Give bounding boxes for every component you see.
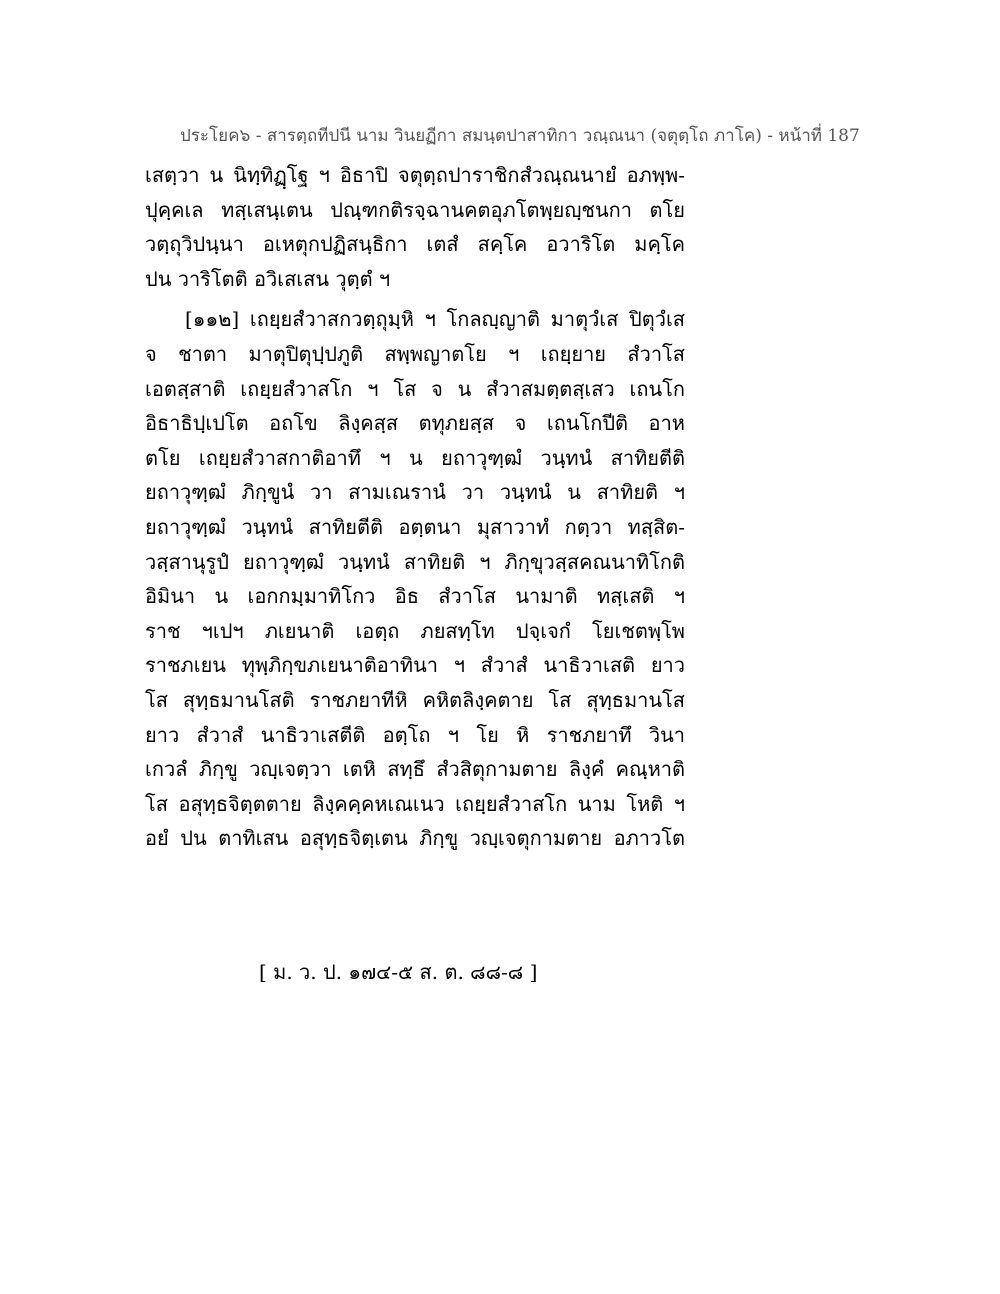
text-line: ยถาวุฑฺฒํ วนฺทนํ สาทิยตีติ อตฺตนา มุสาวาทํ กตฺวา ทสฺสิต- <box>145 514 685 539</box>
text-line: โส สุทฺธมานโสติ ราชภยาทีหิ คหิตลิงฺคตาย โส สุทฺธมานโส <box>145 687 685 712</box>
text-line: เสตฺวา น นิทฺทิฏฺโฐ ฯ อิธาปิ จตุตฺถปาราชิกสํวณฺณนายํ อภพฺพ- <box>145 163 685 187</box>
body-text <box>145 158 685 856</box>
reference-citation: [ ม. ว. ป. ๑๗๔-๕ ส. ต. ๘๘-๘ ] <box>259 960 538 984</box>
text-line: [๑๑๒] เถยฺยสํวาสกวตฺถุมฺหิ ฯ โกลญฺญาติ มาตุวํเส ปิตุวํเส <box>185 307 685 332</box>
text-line: วตฺถุวิปนฺนา อเหตุกปฏิสนฺธิกา เตสํ สคฺโค อวาริโต มคฺโค <box>145 232 685 257</box>
text-line: ยถาวุฑฺฒํ ภิกฺขูนํ วา สามเณรานํ วา วนฺทนํ น สาทิยติ ฯ <box>145 480 685 505</box>
text-line: เอตสฺสาติ เถยฺยสํวาสโก ฯ โส จ น สํวาสมตฺตสฺเสว เถนโก <box>145 376 685 401</box>
text-line: ราชภเยน ทุพฺภิกฺขภเยนาติอาทินา ฯ สํวาสํ นาธิวาเสติ ยาว <box>145 653 685 678</box>
paragraph-1 <box>145 158 685 296</box>
text-line: เกวลํ ภิกฺขู วญฺเจตฺวา เตหิ สทฺธึ สํวสิตุกามตาย ลิงฺคํ คณฺหาติ <box>145 757 685 782</box>
text-line: อิมินา น เอกกมฺมาทิโกว อิธ สํวาโส นามาติ ทสฺเสติ ฯ <box>145 584 685 609</box>
text-line: ยาว สํวาสํ นาธิวาเสตีติ อตฺโถ ฯ โย หิ ราชภยาทึ วินา <box>145 722 685 747</box>
text-line: ราช ฯเปฯ ภเยนาติ เอตฺถ ภยสทฺโท ปจฺเจกํ โยเชตพฺโพ <box>145 618 685 643</box>
paragraph-2 <box>145 302 685 856</box>
text-line: อยํ ปน ตาทิเสน อสุทฺธจิตฺเตน ภิกฺขู วญฺเจตุกามตาย อภาวโต <box>145 826 685 851</box>
text-line: วสฺสานุรูปํ ยถาวุฑฺฒํ วนฺทนํ สาทิยติ ฯ ภิกฺขุวสฺสคณนาทิโกติ <box>145 549 685 574</box>
text-line: ปน วาริโตติ อวิเสเสน วุตฺตํ ฯ <box>145 266 391 291</box>
page-header: ประโยค๖ - สารตฺถทีปนี นาม วินยฏีกา สมนฺตปาสาทิกา วณฺณนา (จตุตฺโถ ภาโค) - หน้าที่ 187 <box>180 126 860 146</box>
text-line: โส อสุทฺธจิตฺตตาย ลิงฺคคฺคหเณเนว เถยฺยสํวาสโก นาม โหติ ฯ <box>145 791 685 816</box>
text-line: อิธาธิปฺเปโต อถโข ลิงฺคสฺส ตทุภยสฺส จ เถนโกปีติ อาห <box>145 411 685 436</box>
text-line: ตโย เถยฺยสํวาสกาติอาทึ ฯ น ยถาวุฑฺฒํ วนฺทนํ สาทิยตีติ <box>145 445 685 470</box>
text-line: ปุคฺคเล ทสฺเสนฺเตน ปณฺฑกติรจฺฉานคตอุภโตพฺยญฺชนกา ตโย <box>145 197 685 222</box>
text-line: จ ชาตา มาตุปิตุปฺปภูติ สพฺพญาตโย ฯ เถยฺยาย สํวาโส <box>145 341 685 366</box>
